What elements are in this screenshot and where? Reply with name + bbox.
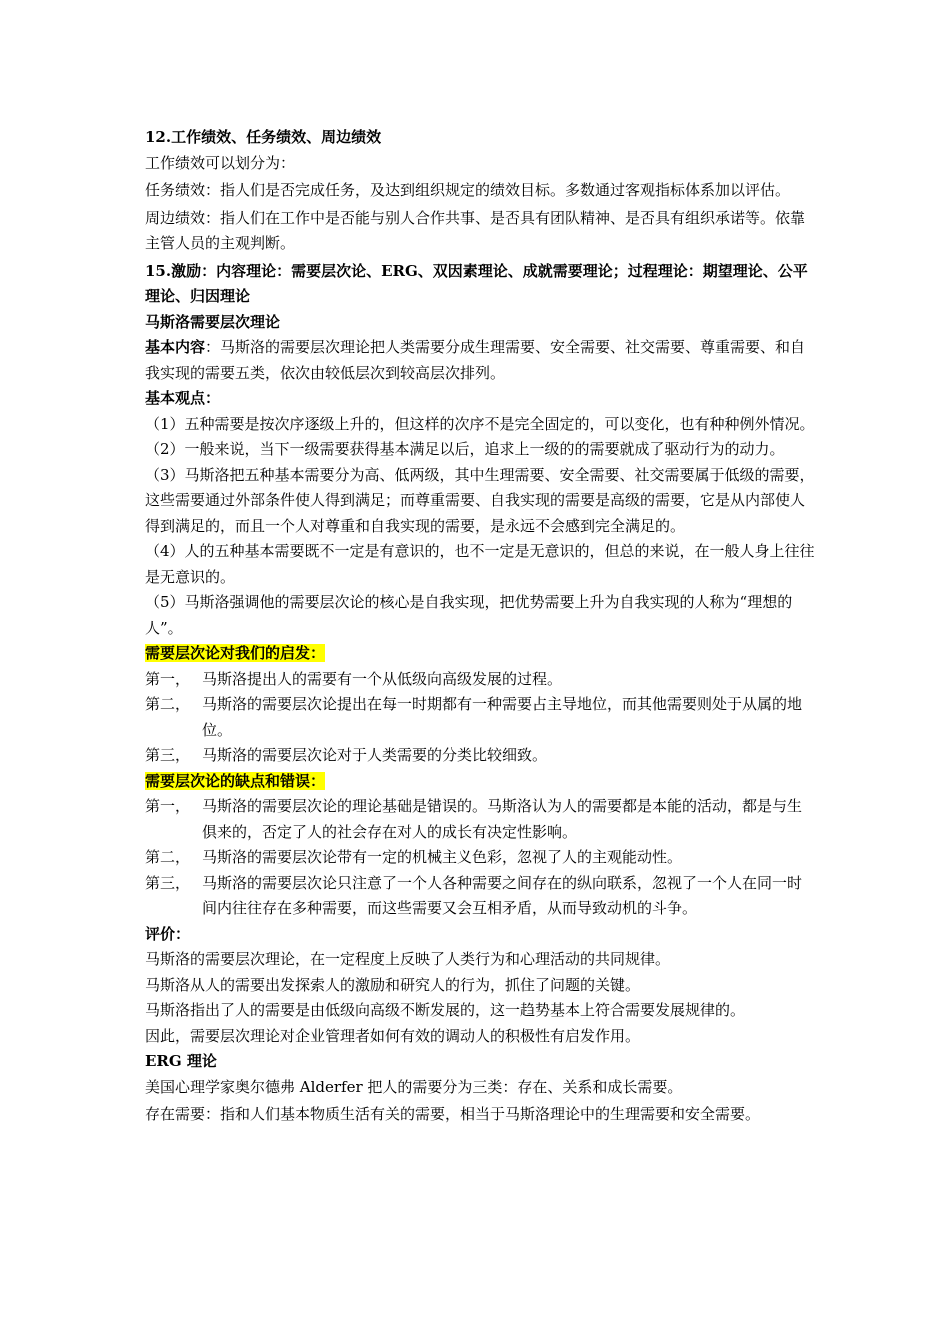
view-item-5: （5）马斯洛强调他的需要层次论的核心是自我实现，把优势需要上升为自我实现的人称为“理想的人”。	[145, 593, 793, 637]
flaw-text: 马斯洛的需要层次论只注意了一个人各种需要之间存在的纵向联系，忽视了一个人在同一时间内往往存在多种需要，而这些需要又会互相矛盾，从而导致动机的斗争。	[202, 873, 803, 917]
inspiration-item-1	[145, 667, 815, 693]
evaluation-item-2: 马斯洛从人的需要出发探索人的激励和研究人的行为，抓住了问题的关键。	[145, 975, 641, 994]
inspiration-title: 需要层次论对我们的启发：	[145, 644, 326, 662]
inspiration-label: 第二，	[145, 695, 191, 713]
peripheral-performance-paragraph: 周边绩效：指人们在工作中是否能与别人合作共事、是否具有团队精神、是否具有组织承诺等。依靠主管人员的主观判断。	[145, 208, 806, 252]
section-12-intro: 工作绩效可以划分为：	[145, 153, 296, 172]
erg-intro: 美国心理学家奥尔德弗 Alderfer 把人的需要分为三类：存在、关系和成长需要。	[145, 1077, 683, 1096]
flaw-item-1	[145, 794, 815, 845]
erg-existence-need: 存在需要：指和人们基本物质生活有关的需要，相当于马斯洛理论中的生理需要和安全需要。	[145, 1105, 761, 1123]
flaw-item-3	[145, 871, 815, 922]
evaluation-title: 评价：	[145, 924, 191, 943]
inspiration-item-2	[145, 692, 815, 743]
evaluation-item-1: 马斯洛的需要层次理论，在一定程度上反映了人类行为和心理活动的共同规律。	[145, 950, 671, 968]
section-15-title: 15.激励：内容理论：需要层次论、ERG、双因素理论、成就需要理论；过程理论：期望理论、公平理论、归因理论	[145, 261, 808, 305]
basic-content-label: 基本内容	[145, 338, 206, 356]
flaws-heading	[145, 769, 815, 795]
flaw-item-2	[145, 845, 815, 871]
inspiration-text: 马斯洛的需要层次论提出在每一时期都有一种需要占主导地位，而其他需要则处于从属的地位。	[202, 695, 803, 739]
section-12-title: 12.工作绩效、任务绩效、周边绩效	[145, 128, 382, 146]
document-content	[145, 125, 815, 1128]
inspiration-item-3	[145, 743, 815, 769]
inspiration-text: 马斯洛提出人的需要有一个从低级向高级发展的过程。	[202, 669, 563, 688]
flaw-label: 第三，	[145, 873, 191, 892]
basic-content-paragraph	[145, 335, 815, 386]
task-performance-paragraph: 任务绩效：指人们是否完成任务，及达到组织规定的绩效目标。多数通过客观指标体系加以评估。	[145, 181, 791, 199]
inspiration-label: 第一，	[145, 669, 191, 688]
maslow-title: 马斯洛需要层次理论	[145, 312, 281, 331]
view-item-4: （4）人的五种基本需要既不一定是有意识的，也不一定是无意识的，但总的来说，在一般人身上往往是无意识的。	[145, 542, 815, 586]
evaluation-item-4: 因此，需要层次理论对企业管理者如何有效的调动人的积极性有启发作用。	[145, 1026, 641, 1045]
view-item-1: （1）五种需要是按次序逐级上升的，但这样的次序不是完全固定的，可以变化，也有种种例外情况。	[145, 414, 815, 433]
flaw-label: 第二，	[145, 848, 191, 866]
erg-title: ERG 理论	[145, 1052, 217, 1070]
flaw-text: 马斯洛的需要层次论的理论基础是错误的。马斯洛认为人的需要都是本能的活动，都是与生俱来的，否定了人的社会存在对人的成长有决定性影响。	[202, 797, 803, 841]
flaw-text: 马斯洛的需要层次论带有一定的机械主义色彩，忽视了人的主观能动性。	[202, 848, 683, 866]
view-item-2: （2）一般来说，当下一级需要获得基本满足以后，追求上一级的的需要就成了驱动行为的动力。	[145, 440, 785, 458]
flaws-title: 需要层次论的缺点和错误：	[145, 771, 326, 790]
evaluation-item-3: 马斯洛指出了人的需要是由低级向高级不断发展的，这一趋势基本上符合需要发展规律的。	[145, 1001, 746, 1019]
inspiration-heading	[145, 641, 815, 667]
flaw-label: 第一，	[145, 797, 191, 815]
inspiration-text: 马斯洛的需要层次论对于人类需要的分类比较细致。	[202, 746, 548, 764]
view-item-3: （3）马斯洛把五种基本需要分为高、低两级，其中生理需要、安全需要、社交需要属于低级的需要，这些需要通过外部条件使人得到满足；而尊重需要、自我实现的需要是高级的需要，它是从内部使人得到满足的，而且一个人对尊重和自我实现的需要，是永远不会感到完全满足的。	[145, 465, 815, 535]
basic-views-title: 基本观点：	[145, 389, 221, 407]
basic-content-text: ：马斯洛的需要层次理论把人类需要分成生理需要、安全需要、社交需要、尊重需要、和自我实现的需要五类，依次由较低层次到较高层次排列。	[145, 338, 806, 382]
inspiration-label: 第三，	[145, 746, 191, 764]
